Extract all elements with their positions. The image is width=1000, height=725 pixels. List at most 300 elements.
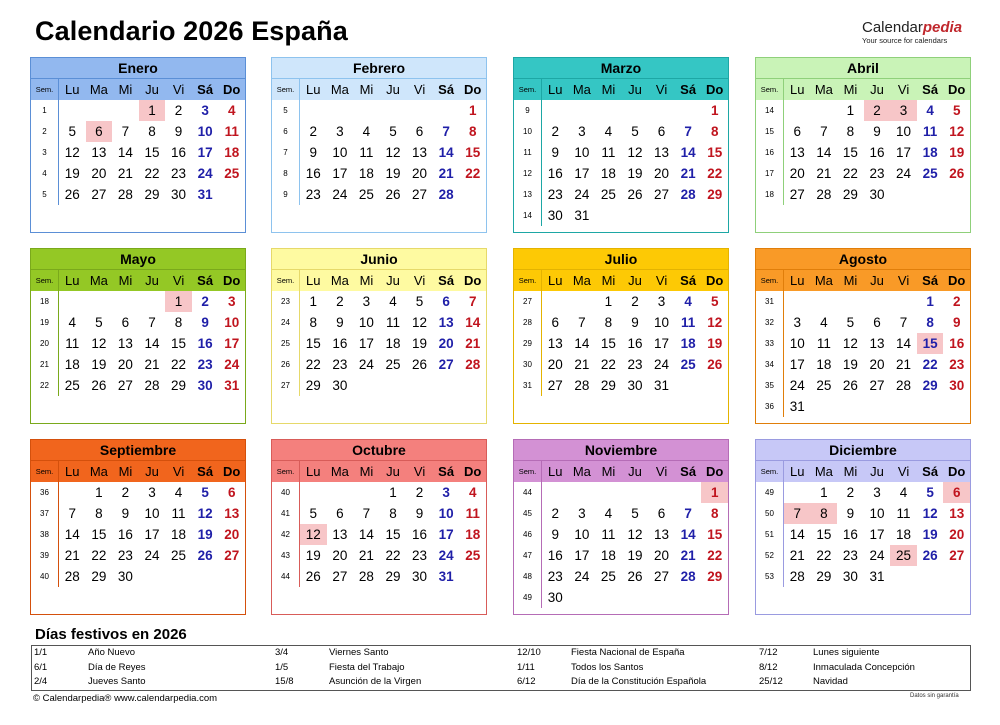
week-number: 5 [272, 100, 300, 121]
weekday-label: Sá [197, 273, 214, 288]
day-cell: 28 [816, 187, 832, 202]
month-name: Septiembre [31, 440, 245, 461]
holiday-entry [34, 675, 146, 690]
day-cell: 1 [389, 485, 397, 500]
weekday-label: Lu [790, 273, 805, 288]
day-cell: 13 [789, 145, 805, 160]
empty-day-cell [327, 100, 354, 121]
empty-day-cell [569, 100, 596, 121]
empty-day-cell [890, 291, 917, 312]
day-cell: 18 [680, 336, 696, 351]
day-cell: 7 [899, 315, 908, 330]
day-cell: 27 [332, 569, 348, 584]
day-cell: 16 [547, 548, 563, 563]
day-cell: 21 [789, 548, 805, 563]
day-cell: 26 [305, 569, 321, 584]
holiday-name: Día de Reyes [88, 661, 146, 673]
day-cell: 4 [468, 485, 477, 500]
empty-day-cell [300, 100, 327, 121]
day-cell: 31 [654, 378, 670, 393]
holiday-entry [759, 675, 915, 690]
week-number: 32 [756, 312, 784, 333]
day-cell: 24 [896, 166, 912, 181]
day-cell: 8 [846, 124, 855, 139]
week-number: 17 [756, 163, 784, 184]
day-cell: 6 [121, 315, 130, 330]
holiday-entry [759, 646, 915, 661]
week-number: 37 [31, 503, 59, 524]
day-cell: 17 [654, 336, 670, 351]
day-cell: 8 [389, 506, 397, 521]
holiday-day-cell: 1 [165, 291, 192, 312]
holiday-day-cell: 15 [917, 333, 944, 354]
day-cell: 11 [601, 527, 616, 542]
day-cell: 20 [412, 166, 428, 181]
month-enero [30, 57, 246, 233]
week-number-header: Sem. [31, 461, 59, 482]
weekday-label: Do [223, 464, 241, 479]
holiday-entry [517, 646, 706, 661]
month-agosto [755, 248, 971, 424]
day-cell: 8 [95, 506, 103, 521]
day-cell: 12 [91, 336, 107, 351]
month-name: Marzo [514, 58, 728, 79]
weekday-label: Mi [118, 82, 133, 97]
empty-day-cell [569, 291, 596, 312]
day-cell: 6 [873, 315, 881, 330]
day-cell: 12 [922, 506, 938, 521]
day-cell: 23 [332, 357, 348, 372]
day-cell: 3 [227, 294, 236, 309]
day-cell: 27 [869, 378, 885, 393]
weekday-label: Vi [413, 464, 426, 479]
empty-day-cell [701, 375, 728, 396]
empty-day-cell [917, 566, 944, 587]
day-cell: 3 [148, 485, 156, 500]
week-number: 27 [514, 291, 542, 312]
day-cell: 29 [305, 378, 321, 393]
empty-day-cell [890, 184, 917, 205]
weekday-label: Ju [870, 464, 884, 479]
holiday-date: 12/10 [517, 647, 541, 658]
weekday-label: Vi [172, 82, 185, 97]
holiday-date: 25/12 [759, 676, 783, 687]
month-name: Octubre [272, 440, 486, 461]
day-cell: 25 [600, 569, 616, 584]
week-number: 11 [514, 142, 542, 163]
day-cell: 18 [896, 527, 912, 542]
empty-day-cell [112, 291, 139, 312]
holiday-entry [275, 646, 421, 661]
day-cell: 15 [144, 145, 160, 160]
week-number: 6 [272, 121, 300, 142]
day-cell: 19 [197, 527, 213, 542]
day-cell: 25 [385, 357, 401, 372]
day-cell: 31 [574, 208, 590, 223]
day-cell: 22 [600, 357, 616, 372]
holiday-name: Jueves Santo [88, 676, 146, 687]
holiday-day-cell: 12 [300, 524, 327, 545]
week-number: 47 [514, 545, 542, 566]
day-cell: 11 [896, 506, 911, 521]
day-cell: 26 [412, 357, 428, 372]
weekday-label: Lu [548, 464, 563, 479]
day-cell: 26 [627, 187, 643, 202]
holiday-date: 1/11 [517, 661, 535, 673]
week-number-header: Sem. [31, 79, 59, 100]
empty-day-cell [542, 100, 569, 121]
empty-day-cell [648, 587, 675, 608]
day-cell: 22 [385, 548, 401, 563]
weekday-label: Ma [330, 82, 349, 97]
day-cell: 3 [793, 315, 802, 330]
day-cell: 5 [926, 485, 934, 500]
holiday-date: 7/12 [759, 647, 778, 658]
day-cell: 8 [174, 315, 183, 330]
weekday-label: Vi [655, 82, 668, 97]
weekday-label: Vi [172, 464, 185, 479]
week-number: 31 [514, 375, 542, 396]
week-number: 15 [756, 121, 784, 142]
day-cell: 6 [657, 124, 666, 139]
weekday-label: Sá [680, 273, 697, 288]
week-number-header: Sem. [514, 461, 542, 482]
day-cell: 22 [91, 548, 107, 563]
week-number: 49 [514, 587, 542, 608]
day-cell: 29 [922, 378, 938, 393]
day-cell: 6 [442, 294, 450, 309]
day-cell: 27 [949, 548, 965, 563]
weekday-label: Vi [413, 82, 426, 97]
weekday-label: Ju [628, 82, 642, 97]
day-cell: 8 [710, 506, 719, 521]
week-number: 49 [756, 482, 784, 503]
weekday-label: Mi [843, 464, 858, 479]
day-cell: 11 [385, 315, 400, 330]
week-number: 40 [272, 482, 300, 503]
day-cell: 9 [415, 506, 424, 521]
day-cell: 22 [305, 357, 321, 372]
day-cell: 26 [385, 187, 401, 202]
day-cell: 28 [680, 569, 696, 584]
day-cell: 29 [91, 569, 107, 584]
day-cell: 12 [707, 315, 723, 330]
holiday-date: 6/12 [517, 676, 536, 687]
weekday-label: Do [706, 82, 724, 97]
day-cell: 25 [224, 166, 240, 181]
empty-day-cell [380, 100, 407, 121]
week-number-header: Sem. [272, 461, 300, 482]
holiday-name: Viernes Santo [329, 647, 389, 658]
day-cell: 14 [789, 527, 805, 542]
day-cell: 31 [224, 378, 240, 393]
day-cell: 12 [842, 336, 858, 351]
empty-day-cell [837, 396, 864, 417]
day-cell: 16 [171, 145, 187, 160]
day-cell: 20 [949, 527, 965, 542]
weekday-label: Vi [655, 273, 668, 288]
weekday-label: Sá [922, 82, 939, 97]
day-cell: 9 [201, 315, 209, 330]
month-febrero [271, 57, 487, 233]
day-cell: 1 [604, 294, 613, 309]
day-cell: 18 [922, 145, 938, 160]
day-cell: 3 [578, 124, 586, 139]
month-noviembre [513, 439, 729, 615]
month-mayo [30, 248, 246, 424]
week-number: 24 [272, 312, 300, 333]
day-cell: 28 [358, 569, 374, 584]
month-octubre [271, 439, 487, 615]
week-number: 22 [31, 375, 59, 396]
day-cell: 10 [574, 145, 590, 160]
week-number: 18 [31, 291, 59, 312]
weekday-label: Ma [814, 464, 833, 479]
week-number: 31 [756, 291, 784, 312]
day-cell: 10 [789, 336, 805, 351]
weekday-label: Do [706, 464, 724, 479]
week-number: 52 [756, 545, 784, 566]
day-cell: 8 [926, 315, 934, 330]
weekday-label: Ju [145, 273, 159, 288]
week-number: 38 [31, 524, 59, 545]
weekday-label: Ma [572, 273, 591, 288]
day-cell: 23 [547, 187, 563, 202]
empty-day-cell [542, 482, 569, 503]
holiday-day-cell: 8 [811, 503, 838, 524]
day-cell: 17 [197, 145, 213, 160]
day-cell: 21 [465, 336, 481, 351]
brand-logo[interactable] [862, 20, 972, 45]
weekday-label: Ma [89, 464, 108, 479]
day-cell: 3 [873, 485, 881, 500]
day-cell: 5 [710, 294, 719, 309]
weekday-header [514, 461, 728, 482]
day-cell: 14 [896, 336, 912, 351]
day-cell: 30 [332, 378, 348, 393]
empty-day-cell [595, 587, 622, 608]
empty-day-cell [943, 566, 970, 587]
day-cell: 9 [174, 124, 183, 139]
day-cell: 4 [926, 103, 934, 118]
week-number-header: Sem. [272, 270, 300, 291]
day-cell: 18 [64, 357, 80, 372]
day-cell: 14 [680, 527, 696, 542]
holiday-entry [34, 646, 146, 661]
holiday-day-cell: 2 [864, 100, 891, 121]
empty-day-cell [218, 184, 245, 205]
month-days [31, 100, 245, 205]
day-cell: 9 [846, 506, 855, 521]
weekday-label: Mi [359, 82, 374, 97]
day-cell: 20 [224, 527, 240, 542]
day-cell: 9 [551, 145, 560, 160]
empty-day-cell [864, 291, 891, 312]
weekday-label: Sá [680, 82, 697, 97]
day-cell: 8 [309, 315, 318, 330]
week-number: 45 [514, 503, 542, 524]
weekday-label: Do [464, 82, 482, 97]
day-cell: 17 [224, 336, 240, 351]
day-cell: 28 [465, 357, 481, 372]
day-cell: 21 [64, 548, 80, 563]
weekday-header [514, 79, 728, 100]
week-number: 2 [31, 121, 59, 142]
weekday-label: Ju [870, 82, 884, 97]
day-cell: 23 [869, 166, 885, 181]
day-cell: 23 [412, 548, 428, 563]
day-cell: 26 [64, 187, 80, 202]
weekday-label: Do [706, 273, 724, 288]
day-cell: 15 [171, 336, 187, 351]
weekday-label: Ju [628, 273, 642, 288]
day-cell: 23 [305, 187, 321, 202]
month-name: Diciembre [756, 440, 970, 461]
weekday-label: Ma [814, 82, 833, 97]
day-cell: 14 [465, 315, 481, 330]
day-cell: 10 [574, 527, 590, 542]
weekday-label: Mi [601, 464, 616, 479]
weekday-label: Do [464, 273, 482, 288]
day-cell: 28 [896, 378, 912, 393]
holiday-date: 2/4 [34, 676, 48, 687]
week-number-header: Sem. [756, 270, 784, 291]
day-cell: 21 [680, 548, 696, 563]
empty-day-cell [917, 184, 944, 205]
footer-disclaimer: Datos sin garantía [910, 693, 959, 699]
day-cell: 19 [949, 145, 965, 160]
day-cell: 7 [684, 506, 692, 521]
day-cell: 24 [197, 166, 213, 181]
week-number: 14 [756, 100, 784, 121]
day-cell: 14 [816, 145, 832, 160]
day-cell: 10 [197, 124, 213, 139]
week-number: 5 [31, 184, 59, 205]
day-cell: 7 [578, 315, 586, 330]
day-cell: 19 [922, 527, 938, 542]
day-cell: 6 [551, 315, 560, 330]
empty-day-cell [648, 100, 675, 121]
day-cell: 19 [305, 548, 321, 563]
day-cell: 19 [64, 166, 80, 181]
day-cell: 20 [654, 166, 670, 181]
day-cell: 19 [842, 357, 858, 372]
week-number-header: Sem. [514, 79, 542, 100]
week-number: 48 [514, 566, 542, 587]
day-cell: 16 [627, 336, 643, 351]
empty-day-cell [433, 375, 460, 396]
day-cell: 20 [789, 166, 805, 181]
weekday-label: Do [464, 464, 482, 479]
weekday-label: Lu [790, 464, 805, 479]
empty-day-cell [59, 482, 86, 503]
holiday-day-cell: 7 [784, 503, 811, 524]
day-cell: 20 [547, 357, 563, 372]
day-cell: 19 [412, 336, 428, 351]
day-cell: 13 [412, 145, 428, 160]
empty-day-cell [675, 587, 702, 608]
empty-day-cell [701, 587, 728, 608]
empty-day-cell [837, 291, 864, 312]
empty-day-cell [784, 291, 811, 312]
weekday-label: Ju [145, 464, 159, 479]
day-cell: 16 [332, 336, 348, 351]
month-days [31, 291, 245, 396]
day-cell: 17 [358, 336, 374, 351]
day-cell: 30 [117, 569, 133, 584]
day-cell: 18 [465, 527, 481, 542]
day-cell: 10 [896, 124, 912, 139]
day-cell: 1 [468, 103, 477, 118]
day-cell: 10 [654, 315, 670, 330]
day-cell: 20 [332, 548, 348, 563]
weekday-label: Ma [330, 273, 349, 288]
empty-day-cell [380, 375, 407, 396]
weekday-label: Do [948, 464, 966, 479]
weekday-header [272, 270, 486, 291]
holiday-entry [275, 661, 421, 676]
day-cell: 18 [600, 548, 616, 563]
holiday-name: Año Nuevo [88, 647, 136, 658]
day-cell: 9 [121, 506, 130, 521]
week-number-header: Sem. [514, 270, 542, 291]
day-cell: 31 [789, 399, 805, 414]
day-cell: 4 [362, 124, 371, 139]
weekday-label: Vi [897, 464, 910, 479]
month-days [272, 291, 486, 396]
day-cell: 1 [309, 294, 318, 309]
empty-day-cell [59, 291, 86, 312]
day-cell: 11 [224, 124, 239, 139]
day-cell: 16 [197, 336, 213, 351]
empty-day-cell [112, 100, 139, 121]
day-cell: 22 [707, 166, 723, 181]
empty-day-cell [86, 291, 113, 312]
weekday-label: Do [223, 82, 241, 97]
day-cell: 19 [707, 336, 723, 351]
weekday-label: Sá [922, 464, 939, 479]
weekday-label: Lu [790, 82, 805, 97]
day-cell: 5 [201, 485, 209, 500]
footer-copyright[interactable]: © Calendarpedia® www.calendarpedia.com [33, 693, 218, 704]
day-cell: 2 [415, 485, 424, 500]
holidays-column [275, 646, 421, 690]
empty-day-cell [701, 205, 728, 226]
week-number: 39 [31, 545, 59, 566]
month-diciembre [755, 439, 971, 615]
day-cell: 21 [438, 166, 454, 181]
month-name: Mayo [31, 249, 245, 270]
holiday-name: Inmaculada Concepción [813, 661, 915, 673]
empty-day-cell [675, 205, 702, 226]
month-name: Febrero [272, 58, 486, 79]
empty-day-cell [459, 375, 486, 396]
day-cell: 30 [842, 569, 858, 584]
empty-day-cell [139, 291, 166, 312]
week-number: 30 [514, 354, 542, 375]
day-cell: 2 [551, 506, 560, 521]
day-cell: 15 [707, 145, 723, 160]
week-number: 42 [272, 524, 300, 545]
day-cell: 9 [309, 145, 318, 160]
day-cell: 2 [201, 294, 209, 309]
day-cell: 15 [465, 145, 481, 160]
weekday-label: Mi [601, 82, 616, 97]
day-cell: 24 [574, 187, 590, 202]
day-cell: 30 [949, 378, 965, 393]
weekday-header [31, 270, 245, 291]
day-cell: 17 [896, 145, 912, 160]
